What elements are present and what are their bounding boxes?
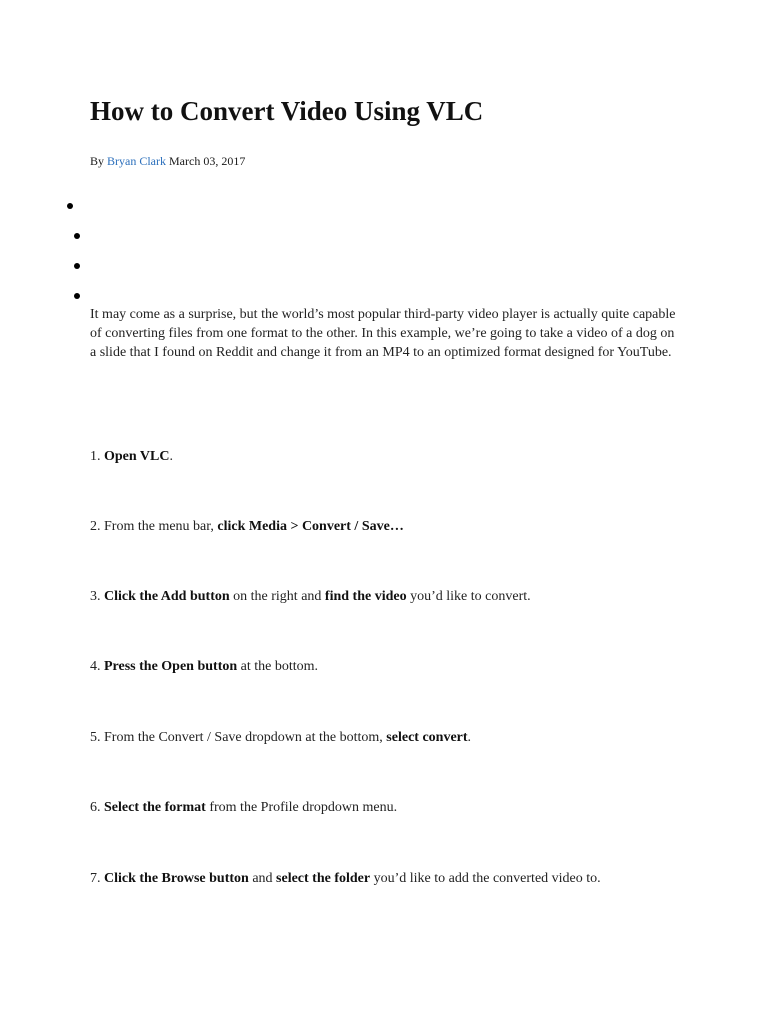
byline-prefix: By	[90, 154, 105, 168]
step-text: From the menu bar,	[104, 519, 218, 534]
author-link[interactable]: Bryan Clark	[107, 154, 167, 168]
step-number: 1.	[90, 449, 101, 464]
publish-date: March 03, 2017	[169, 154, 246, 168]
step-6	[90, 799, 397, 817]
step-1	[90, 448, 173, 466]
step-emphasis: select convert	[386, 730, 468, 745]
step-3	[90, 588, 531, 606]
empty-list-bullet	[74, 293, 80, 299]
step-emphasis: find the video	[324, 589, 407, 604]
step-emphasis: Click the Add button	[104, 589, 230, 604]
empty-list-bullet	[74, 263, 80, 269]
step-text: at the bottom.	[237, 659, 319, 674]
empty-list-bullet	[74, 233, 80, 239]
step-emphasis: Select the format	[104, 800, 206, 815]
step-emphasis: select the folder	[276, 871, 371, 886]
step-text: From the Convert / Save dropdown at the bottom,	[104, 730, 387, 745]
step-emphasis: click Media > Convert / Save…	[217, 519, 404, 534]
step-emphasis: Click the Browse button	[104, 871, 249, 886]
step-text: on the right and	[229, 589, 325, 604]
step-text: and	[248, 871, 277, 886]
article-title: How to Convert Video Using VLC	[90, 96, 484, 126]
empty-list-bullet	[67, 203, 73, 209]
step-5	[90, 729, 471, 747]
step-emphasis: Open VLC	[104, 449, 170, 464]
step-7	[90, 870, 601, 888]
step-text: .	[467, 730, 472, 745]
step-number: 5.	[90, 730, 101, 745]
step-number: 7.	[90, 871, 101, 886]
step-number: 4.	[90, 659, 101, 674]
intro-paragraph: It may come as a surprise, but the world’s most popular third-party video player is actually quite capable of converting files from one format to the other. In this example, we’re going to take a video of a dog on a slide that I found on Reddit and change it from an MP4 to an optimized format designed for YouTube.	[90, 307, 676, 360]
step-number: 3.	[90, 589, 101, 604]
step-text: .	[169, 449, 173, 464]
step-2	[90, 518, 404, 536]
step-text: you’d like to convert.	[406, 589, 531, 604]
step-number: 2.	[90, 519, 101, 534]
step-number: 6.	[90, 800, 101, 815]
step-emphasis: Press the Open button	[104, 659, 238, 674]
step-text: from the Profile dropdown menu.	[205, 800, 398, 815]
byline	[90, 153, 245, 169]
step-text: you’d like to add the converted video to.	[370, 871, 601, 886]
step-4	[90, 658, 318, 676]
